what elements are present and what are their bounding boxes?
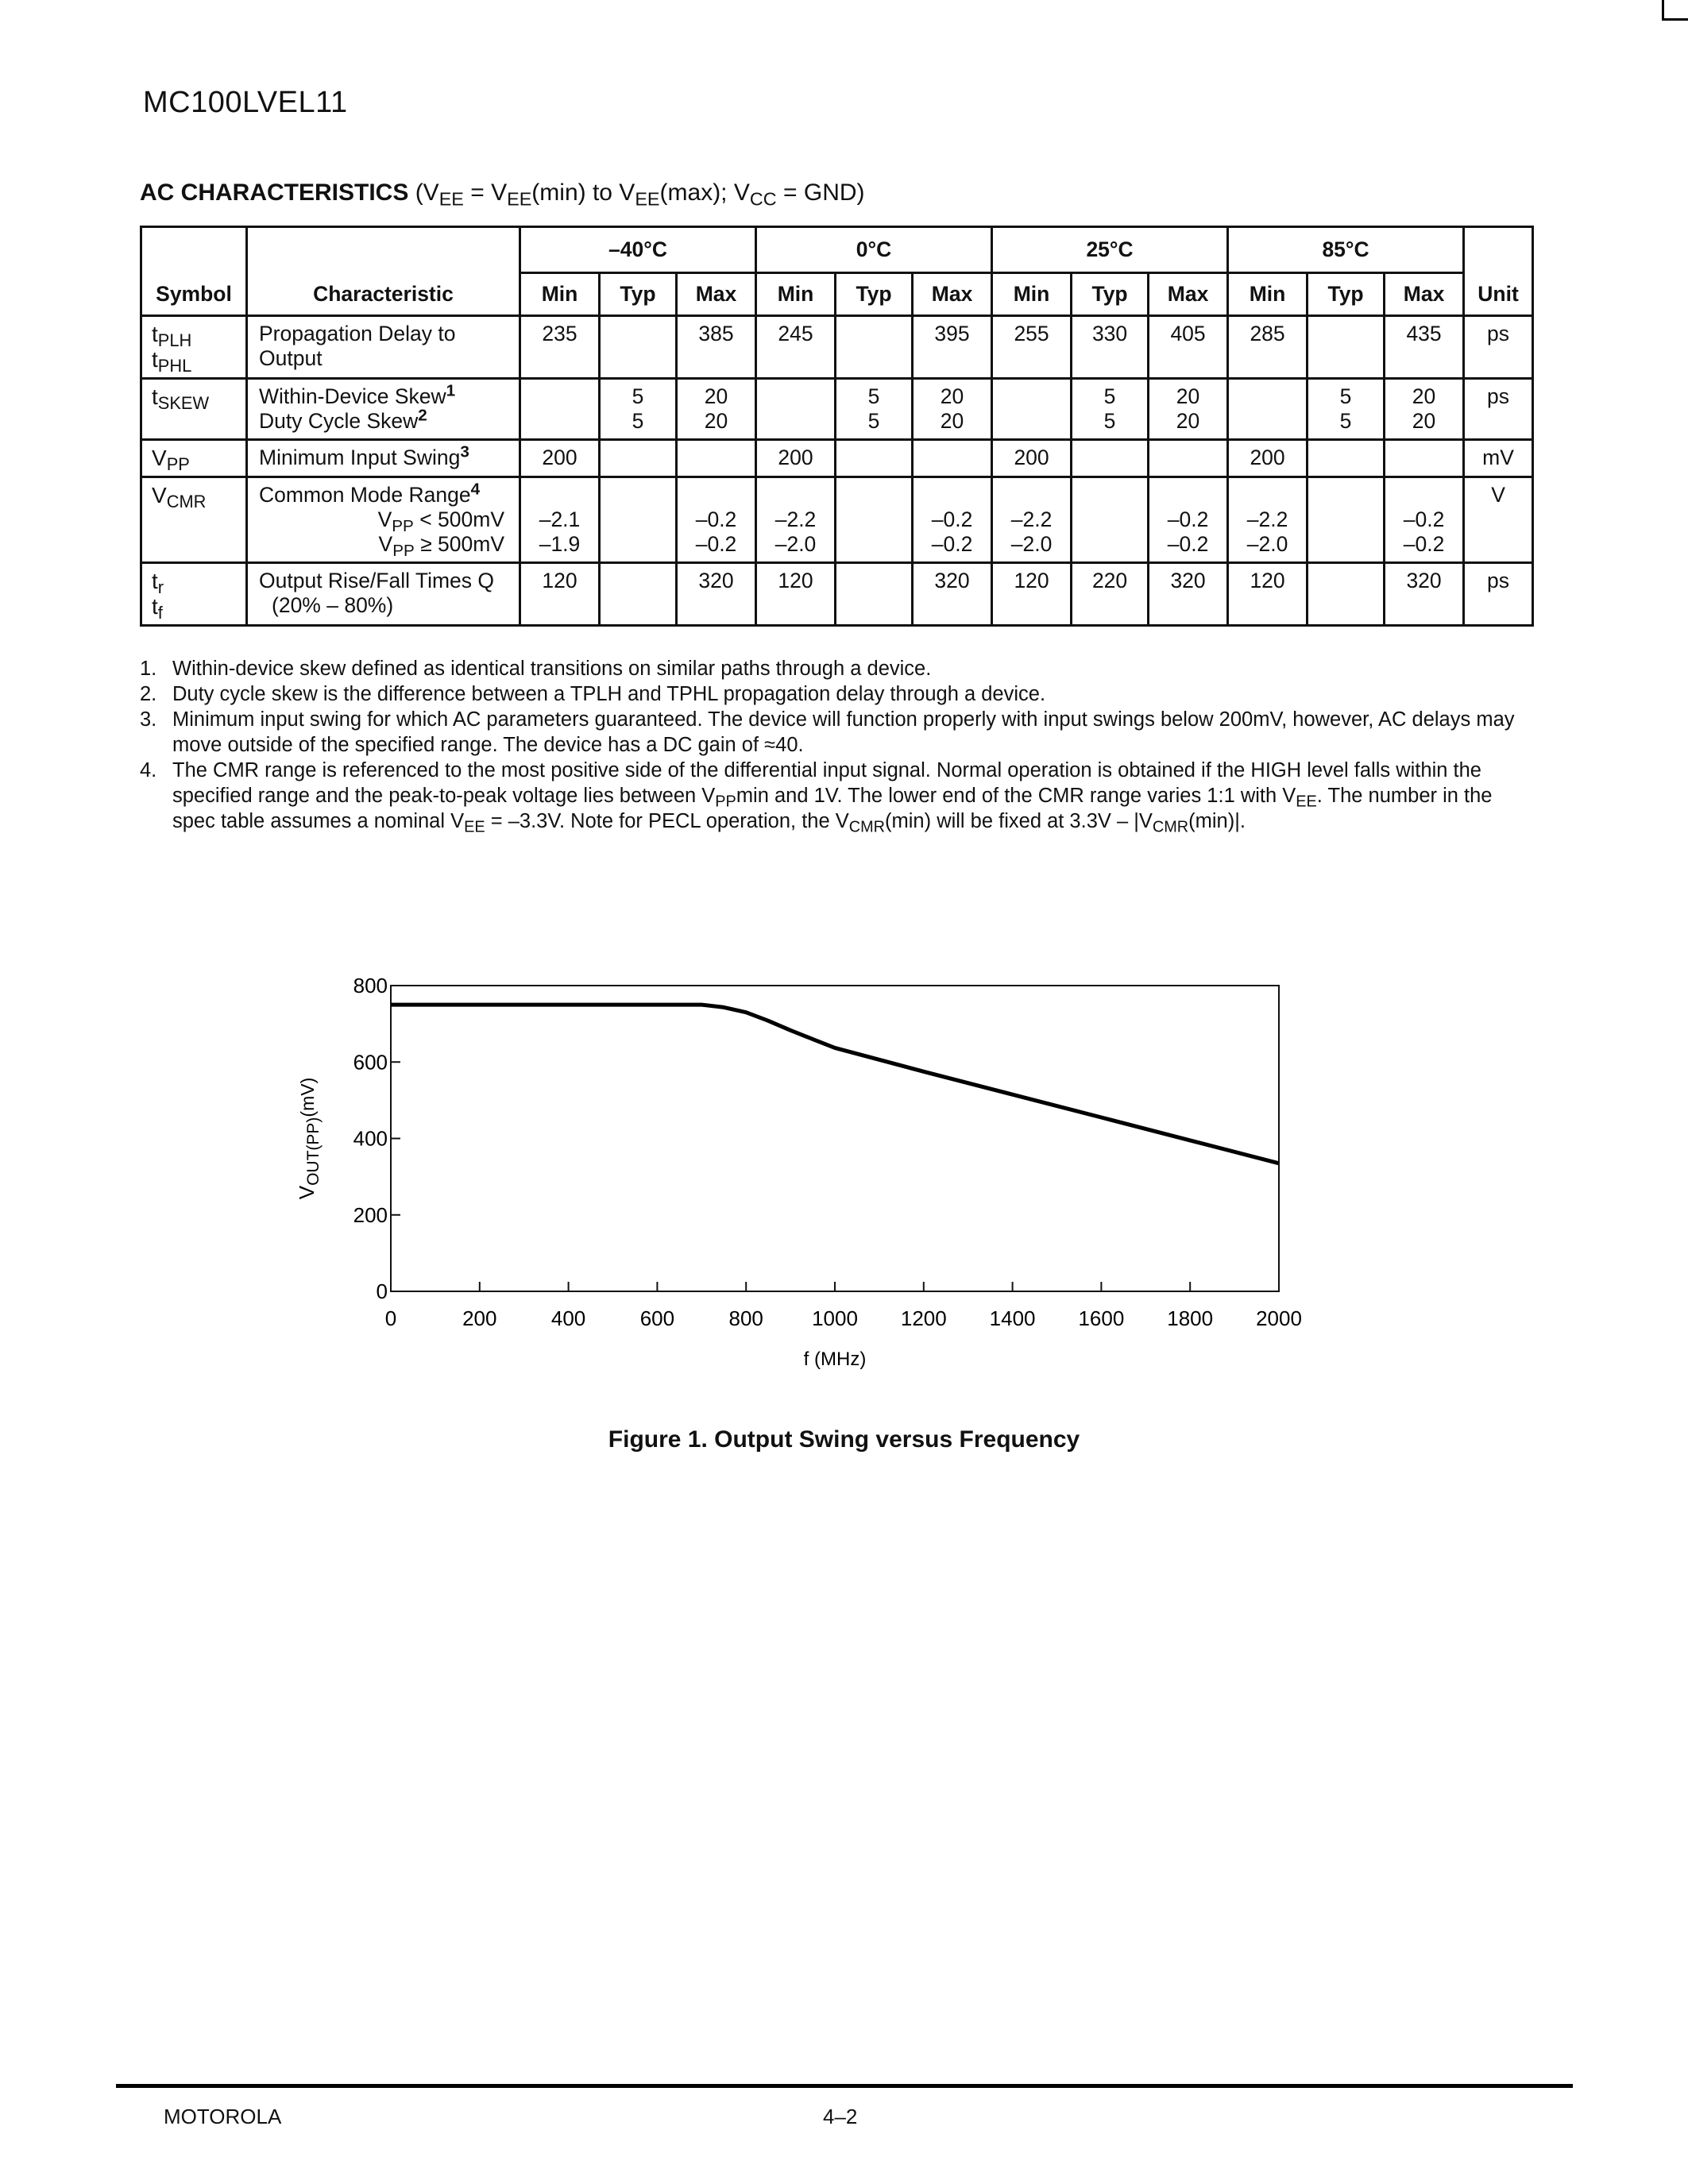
cond-text: = V xyxy=(463,179,508,206)
unit-cell: ps xyxy=(1464,379,1533,440)
symbol-sub: r xyxy=(157,577,164,598)
value-text: –0.2 xyxy=(931,532,973,556)
footer-rule xyxy=(116,2084,1573,2088)
unit-cell: ps xyxy=(1464,316,1533,379)
footnote-sub: EE xyxy=(1296,793,1317,811)
value-text: 20 xyxy=(940,409,964,433)
value-text: –2.0 xyxy=(774,532,817,556)
footnote-number: 1. xyxy=(140,658,157,680)
footnote-text: min and 1V. The lower end of the CMR range varies 1:1 with V xyxy=(736,785,1296,807)
cond-text: (V xyxy=(415,179,439,206)
value-cell: 200 xyxy=(992,440,1072,477)
value-text: 5 xyxy=(632,384,644,408)
characteristic-text: Within-Device Skew xyxy=(259,384,446,408)
symbol-text: t xyxy=(152,322,158,346)
value-cell: 330 xyxy=(1072,316,1149,379)
condition-sub: PP xyxy=(392,541,415,560)
x-tick-label: 1000 xyxy=(812,1306,858,1330)
y-label-sub: OUT(PP) xyxy=(304,1117,323,1186)
header-typ: Typ xyxy=(600,273,677,316)
symbol-sub: PP xyxy=(166,454,190,475)
unit-cell: mV xyxy=(1464,440,1533,477)
x-tick-label: 1400 xyxy=(989,1306,1036,1330)
value-text: –0.2 xyxy=(695,507,737,531)
value-cell: 395 xyxy=(913,316,992,379)
y-axis xyxy=(353,974,400,1303)
footnote-number: 3. xyxy=(140,708,157,731)
x-axis-label: f (MHz) xyxy=(803,1349,867,1370)
header-symbol: Symbol xyxy=(141,227,247,316)
characteristic-text: Minimum Input Swing xyxy=(259,446,461,469)
value-cell: 245 xyxy=(756,316,836,379)
symbol-text: t xyxy=(152,569,158,593)
plot-frame xyxy=(391,986,1279,1291)
value-cell: 320 xyxy=(1149,563,1228,626)
header-typ: Typ xyxy=(1072,273,1149,316)
value-text: 20 xyxy=(1176,384,1200,408)
symbol-sub: PLH xyxy=(157,330,192,351)
symbol-text: V xyxy=(152,446,167,470)
value-cell: 435 xyxy=(1385,316,1464,379)
x-tick-label: 200 xyxy=(462,1306,497,1330)
section-heading-bold: AC CHARACTERISTICS xyxy=(140,179,409,206)
value-text: 5 xyxy=(867,409,880,433)
value-text: –2.2 xyxy=(1010,507,1053,531)
y-tick-label: 600 xyxy=(353,1050,388,1075)
footnote-text: Minimum input swing for which AC parameters guaranteed. The device will function properly with input swings below 200mV, however, AC delays may move outside of the specified range. The device has a DC gain of ≈40. xyxy=(172,708,1515,756)
y-tick-label: 800 xyxy=(353,974,388,997)
value-cell: 120 xyxy=(1228,563,1308,626)
condition-text: < 500mV xyxy=(413,507,504,531)
symbol-text: t xyxy=(152,594,158,619)
value-cell: 285 xyxy=(1228,316,1308,379)
value-text: 5 xyxy=(1339,384,1352,408)
cond-text: = GND) xyxy=(776,179,865,206)
footnote-text: = –3.3V. Note for PECL operation, the V xyxy=(485,810,849,832)
value-text: 20 xyxy=(940,384,964,408)
footnote-number: 2. xyxy=(140,683,157,705)
footnote-sub: EE xyxy=(464,818,485,836)
header-max: Max xyxy=(913,273,992,316)
header-min: Min xyxy=(1228,273,1308,316)
symbol-text: V xyxy=(152,483,167,507)
header-min: Min xyxy=(992,273,1072,316)
unit-cell: ps xyxy=(1464,563,1533,626)
document-title: MC100LVEL11 xyxy=(143,86,348,119)
footnote-text: . The number in the spec table assumes a nominal V xyxy=(172,785,1493,832)
value-text: –2.0 xyxy=(1010,532,1053,556)
characteristic-text: Propagation Delay to xyxy=(259,322,456,345)
footnote-text: Within-device skew defined as identical transitions on similar paths through a device. xyxy=(172,658,932,680)
value-cell: 200 xyxy=(520,440,600,477)
x-tick-label: 1600 xyxy=(1078,1306,1125,1330)
value-text: 5 xyxy=(867,384,880,408)
value-text: –2.0 xyxy=(1246,532,1288,556)
footer-brand: MOTOROLA xyxy=(164,2105,282,2128)
value-text: –2.2 xyxy=(1246,507,1288,531)
value-text: –0.2 xyxy=(1403,507,1445,531)
footnote-text: (min) will be fixed at 3.3V – |V xyxy=(885,810,1153,832)
value-cell: 255 xyxy=(992,316,1072,379)
condition-text: ≥ 500mV xyxy=(414,532,504,556)
footnote-text: The CMR range is referenced to the most positive side of the differential input signal. Normal operation is obtained if the HIGH level falls within the specified range and the peak-to-peak voltage lies between V xyxy=(172,759,1481,807)
figure-caption: Figure 1. Output Swing versus Frequency xyxy=(608,1426,1080,1453)
y-label-rest: (mV) xyxy=(297,1077,318,1117)
header-min: Min xyxy=(756,273,836,316)
footnote-sub: CMR xyxy=(848,818,886,836)
value-text: 5 xyxy=(632,409,644,433)
x-tick-label: 1800 xyxy=(1167,1306,1214,1330)
header-min: Min xyxy=(520,273,600,316)
characteristic-text: (20% – 80%) xyxy=(272,593,394,617)
footnote-sub: CMR xyxy=(1152,818,1189,836)
x-tick-label: 400 xyxy=(550,1306,586,1330)
value-cell: 405 xyxy=(1149,316,1228,379)
characteristic-text: Output xyxy=(259,346,323,370)
header-typ: Typ xyxy=(1308,273,1385,316)
symbol-sub: f xyxy=(157,603,163,623)
cond-sub: EE xyxy=(438,188,464,210)
symbol-text: t xyxy=(152,347,158,372)
x-tick-label: 0 xyxy=(384,1306,397,1330)
characteristic-text: Duty Cycle Skew xyxy=(259,409,419,433)
value-cell: 320 xyxy=(677,563,756,626)
header-max: Max xyxy=(1149,273,1228,316)
value-text: 20 xyxy=(704,384,728,408)
header-characteristic: Characteristic xyxy=(247,227,520,316)
unit-cell: V xyxy=(1464,477,1533,563)
value-cell: 120 xyxy=(992,563,1072,626)
characteristic-text: Common Mode Range xyxy=(259,483,471,507)
y-tick-label: 200 xyxy=(353,1202,388,1227)
symbol-sub: SKEW xyxy=(157,393,210,414)
value-cell: 320 xyxy=(1385,563,1464,626)
symbol-sub: PHL xyxy=(157,356,192,376)
header-temp-25: 25°C xyxy=(992,227,1228,273)
value-text: 5 xyxy=(1103,409,1116,433)
x-tick-label: 800 xyxy=(728,1306,763,1330)
footnote-number: 4. xyxy=(140,759,157,781)
footnote-text: (min)|. xyxy=(1188,810,1246,832)
value-text: –0.2 xyxy=(1167,507,1209,531)
footer-page-number: 4–2 xyxy=(823,2105,858,2128)
value-text: 20 xyxy=(1176,409,1200,433)
value-text: 5 xyxy=(1103,384,1116,408)
value-cell: 200 xyxy=(756,440,836,477)
value-cell: 235 xyxy=(520,316,600,379)
footnote-ref: 1 xyxy=(446,381,456,400)
series-line-vout xyxy=(391,1005,1279,1163)
condition-text: V xyxy=(377,507,392,531)
x-tick-label: 1200 xyxy=(900,1306,947,1330)
y-axis-label xyxy=(295,1078,323,1200)
cond-text: (max); V xyxy=(659,179,750,206)
value-cell: 200 xyxy=(1228,440,1308,477)
value-text: –2.2 xyxy=(774,507,817,531)
footnote-ref: 2 xyxy=(418,406,427,425)
header-typ: Typ xyxy=(836,273,913,316)
symbol-text: t xyxy=(152,384,158,409)
x-axis xyxy=(385,1282,1302,1330)
value-text: –0.2 xyxy=(695,532,737,556)
header-temp-85: 85°C xyxy=(1228,227,1464,273)
value-text: –0.2 xyxy=(1403,532,1445,556)
value-text: 20 xyxy=(1412,384,1436,408)
footnote-text: Duty cycle skew is the difference between a TPLH and TPHL propagation delay through a device. xyxy=(172,683,1046,705)
condition-sub: PP xyxy=(392,516,414,535)
value-text: –0.2 xyxy=(1167,532,1209,556)
footnote-ref: 3 xyxy=(460,442,469,461)
header-temp-0: 0°C xyxy=(756,227,992,273)
cond-sub: CC xyxy=(749,188,777,210)
cond-text: (min) to V xyxy=(531,179,635,206)
header-temp-m40: –40°C xyxy=(520,227,756,273)
value-cell: 385 xyxy=(677,316,756,379)
value-text: 20 xyxy=(704,409,728,433)
condition-text: V xyxy=(378,532,393,556)
value-text: –2.1 xyxy=(539,507,581,531)
y-tick-label: 0 xyxy=(376,1279,388,1303)
value-text: –1.9 xyxy=(539,532,581,556)
value-cell: 220 xyxy=(1072,563,1149,626)
x-tick-label: 2000 xyxy=(1256,1306,1302,1330)
header-max: Max xyxy=(1385,273,1464,316)
y-tick-label: 400 xyxy=(353,1126,388,1151)
value-text: –0.2 xyxy=(931,507,973,531)
cond-sub: EE xyxy=(635,188,660,210)
footnote-sub: PP xyxy=(715,793,736,811)
characteristic-text: Output Rise/Fall Times Q xyxy=(259,569,495,592)
cond-sub: EE xyxy=(507,188,532,210)
y-label-base: V xyxy=(295,1185,319,1200)
value-cell: 320 xyxy=(913,563,992,626)
header-unit: Unit xyxy=(1464,227,1533,316)
header-max: Max xyxy=(677,273,756,316)
footnote-ref: 4 xyxy=(470,480,481,499)
value-cell: 120 xyxy=(756,563,836,626)
value-cell: 120 xyxy=(520,563,600,626)
symbol-sub: CMR xyxy=(166,492,207,512)
value-text: 20 xyxy=(1412,409,1436,433)
x-tick-label: 600 xyxy=(639,1306,675,1330)
value-text: 5 xyxy=(1339,409,1352,433)
